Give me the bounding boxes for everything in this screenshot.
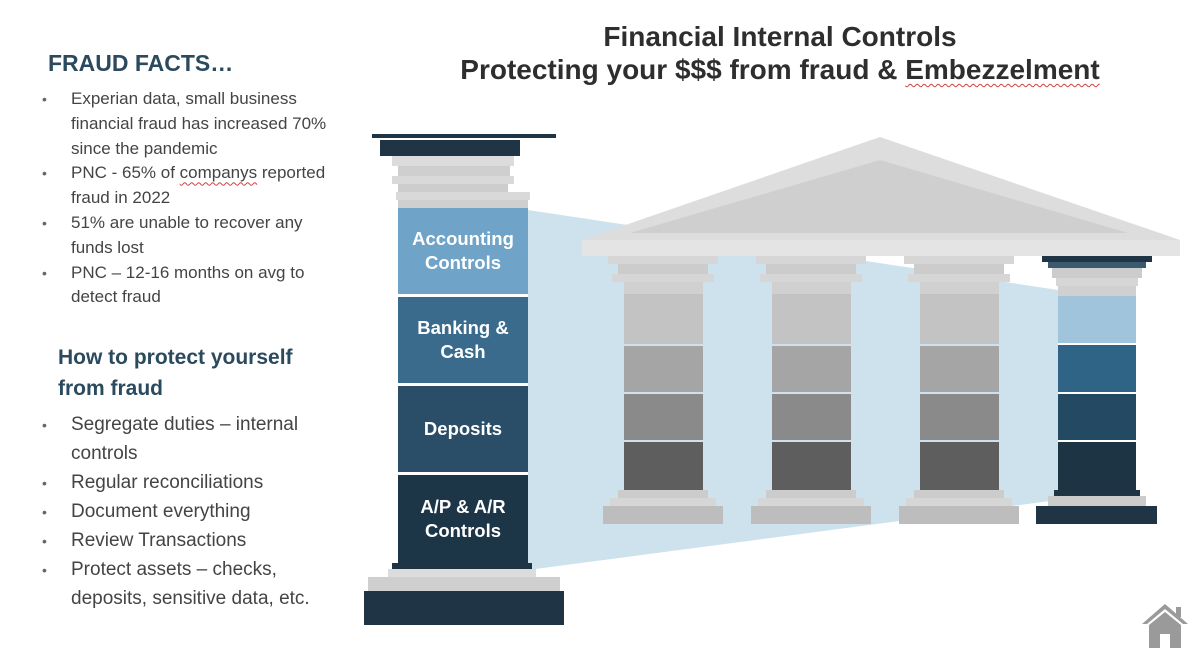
fraud-facts-heading: FRAUD FACTS… (48, 50, 234, 76)
protect-item: • Review Transactions (40, 526, 340, 555)
title-line-2-prefix: Protecting your $$$ from fraud & (460, 54, 906, 85)
protect-item: • Segregate duties – internal controls (40, 410, 340, 468)
pillar-label-line: Deposits (423, 418, 503, 439)
pillar-label-line: Banking & (417, 317, 509, 338)
protect-item: • Protect assets – checks, deposits, sensitive data, etc. (40, 555, 340, 613)
fraud-fact-item: • PNC – 12-16 months on avg to detect fraud (40, 261, 340, 311)
pillar-label-ap-ar (398, 475, 528, 563)
pillar-label-line: Controls (424, 520, 502, 541)
title-line-2-misspelled-word: Embezzelment (905, 54, 1100, 85)
fraud-fact-item: • 51% are unable to recover any funds lost (40, 211, 340, 261)
protect-item: • Regular reconciliations (40, 468, 340, 497)
misspelled-word: companys (179, 163, 258, 183)
title-line-1: Financial Internal Controls (603, 21, 957, 52)
pillar-label-line: Controls (424, 252, 502, 273)
fraud-fact-text: PNC - 65% of (71, 163, 180, 183)
fraud-fact-item: • Experian data, small business financial fraud has increased 70% since the pandemic (40, 87, 340, 161)
pillar-label-line: A/P & A/R (420, 496, 506, 517)
roof-base (582, 240, 1180, 256)
fraud-fact-text: reported fraud in 2022 (71, 163, 326, 208)
protect-heading: How to protect yourself from fraud (58, 346, 293, 401)
pillar-label-deposits (398, 386, 528, 472)
pillar-label-line: Accounting (412, 228, 514, 249)
home-icon[interactable] (1140, 600, 1190, 650)
pillar-label-banking (398, 297, 528, 383)
pillar-label-accounting (398, 208, 528, 294)
protect-item: • Document everything (40, 497, 340, 526)
pillar-label-line: Cash (440, 341, 486, 362)
